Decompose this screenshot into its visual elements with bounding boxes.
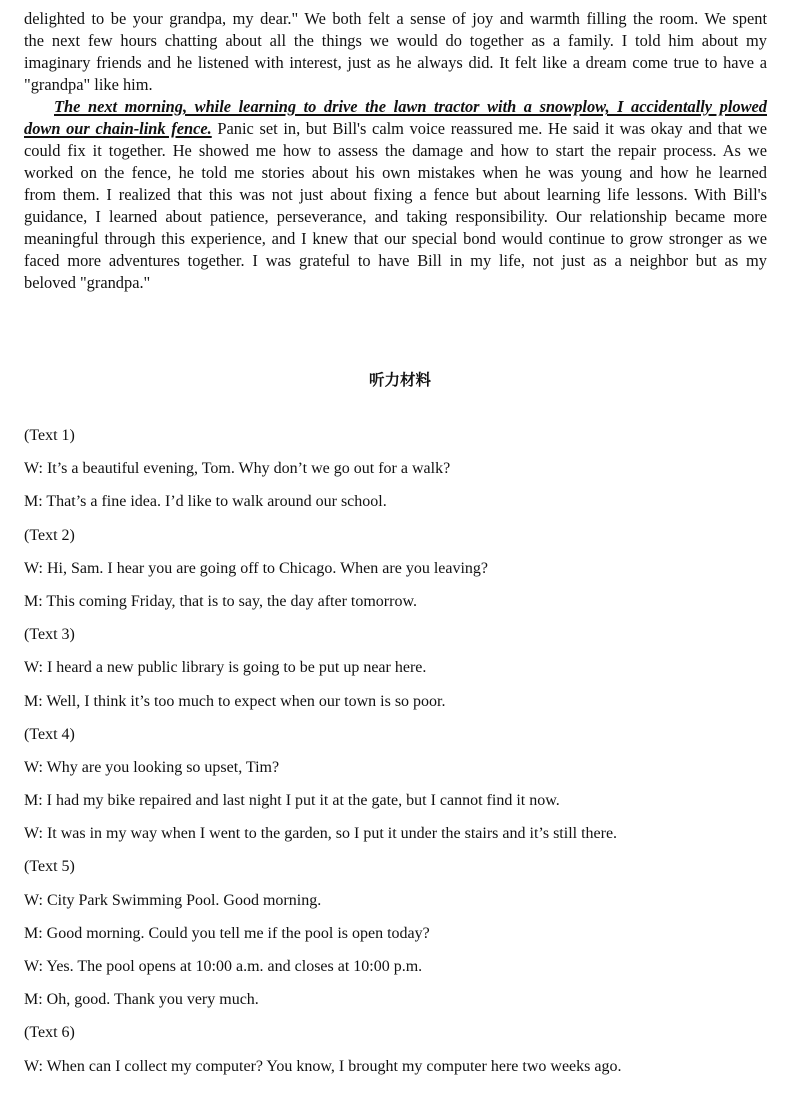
story-paragraph-2: [24, 96, 767, 294]
paragraph-line: faced more adventures together. I was grateful to have Bill in my life, not just as a neighbor but as my: [24, 251, 767, 270]
script-line: M: Well, I think it’s too much to expect when our town is so poor.: [24, 692, 446, 710]
script-line: (Text 6): [24, 1024, 75, 1042]
paragraph-line: could fix it together. He showed me how to assess the damage and how to start the repair process. As we: [24, 141, 767, 160]
paragraph-line: [24, 118, 767, 140]
paragraph-line: guidance, I learned about patience, perseverance, and taking responsibility. Our relationship became more: [24, 207, 767, 226]
script-line: W: City Park Swimming Pool. Good morning.: [24, 891, 322, 909]
script-line: W: Yes. The pool opens at 10:00 a.m. and closes at 10:00 p.m.: [24, 958, 423, 975]
paragraph-line: worked on the fence, he told me stories about his own mistakes when he was young and how he learned: [24, 163, 767, 182]
emphasized-sentence-part-2: down our chain-link fence.: [24, 119, 212, 138]
paragraph-line: from them. I realized that this was not just about fixing a fence but about learning life lessons. With Bill's: [24, 185, 767, 204]
script-line: W: I heard a new public library is going to be put up near here.: [24, 659, 427, 677]
script-line: W: It was in my way when I went to the garden, so I put it under the stairs and it’s still there.: [24, 825, 618, 843]
script-line: (Text 1): [24, 427, 75, 444]
section-title: 听力材料: [368, 371, 431, 389]
script-line: W: Why are you looking so upset, Tim?: [24, 758, 280, 776]
script-line: W: Hi, Sam. I hear you are going off to Chicago. When are you leaving?: [24, 559, 489, 577]
paragraph-line: the next few hours chatting about all the things we would do together as a family. I told him about my: [24, 31, 767, 50]
story-paragraph-1: [24, 8, 767, 96]
script-line: (Text 3): [24, 626, 75, 644]
paragraph-line-rest: Panic set in, but Bill's calm voice reassured me. He said it was okay and that we: [211, 119, 767, 138]
script-line: M: This coming Friday, that is to say, the day after tomorrow.: [24, 592, 417, 610]
listening-script: [24, 425, 784, 1089]
script-line: (Text 2): [24, 526, 75, 544]
script-line: M: Oh, good. Thank you very much.: [24, 991, 259, 1009]
paragraph-line: beloved "grandpa.": [24, 273, 151, 292]
script-line: M: Good morning. Could you tell me if the pool is open today?: [24, 924, 430, 942]
script-line: M: That’s a fine idea. I’d like to walk around our school.: [24, 493, 387, 511]
script-line: (Text 5): [24, 858, 75, 876]
paragraph-first-line: [24, 96, 767, 118]
paragraph-line: imaginary friends and he listened with interest, just as he always did. It felt like a dream come true to have a: [24, 53, 767, 72]
script-line: (Text 4): [24, 725, 75, 743]
script-line: W: When can I collect my computer? You know, I brought my computer here two weeks ago.: [24, 1057, 622, 1075]
paragraph-line: "grandpa" like him.: [24, 75, 153, 94]
paragraph-line: delighted to be your grandpa, my dear." We both felt a sense of joy and warmth filling the room. We spent: [24, 9, 767, 28]
script-line: M: I had my bike repaired and last night I put it at the gate, but I cannot find it now.: [24, 792, 560, 810]
script-line: W: It’s a beautiful evening, Tom. Why don’t we go out for a walk?: [24, 460, 451, 478]
paragraph-line: meaningful through this experience, and I knew that our special bond would continue to grow stronger as we: [24, 229, 767, 248]
emphasized-sentence-part-1: The next morning, while learning to drive the lawn tractor with a snowplow, I accidentally plowed: [54, 97, 767, 116]
